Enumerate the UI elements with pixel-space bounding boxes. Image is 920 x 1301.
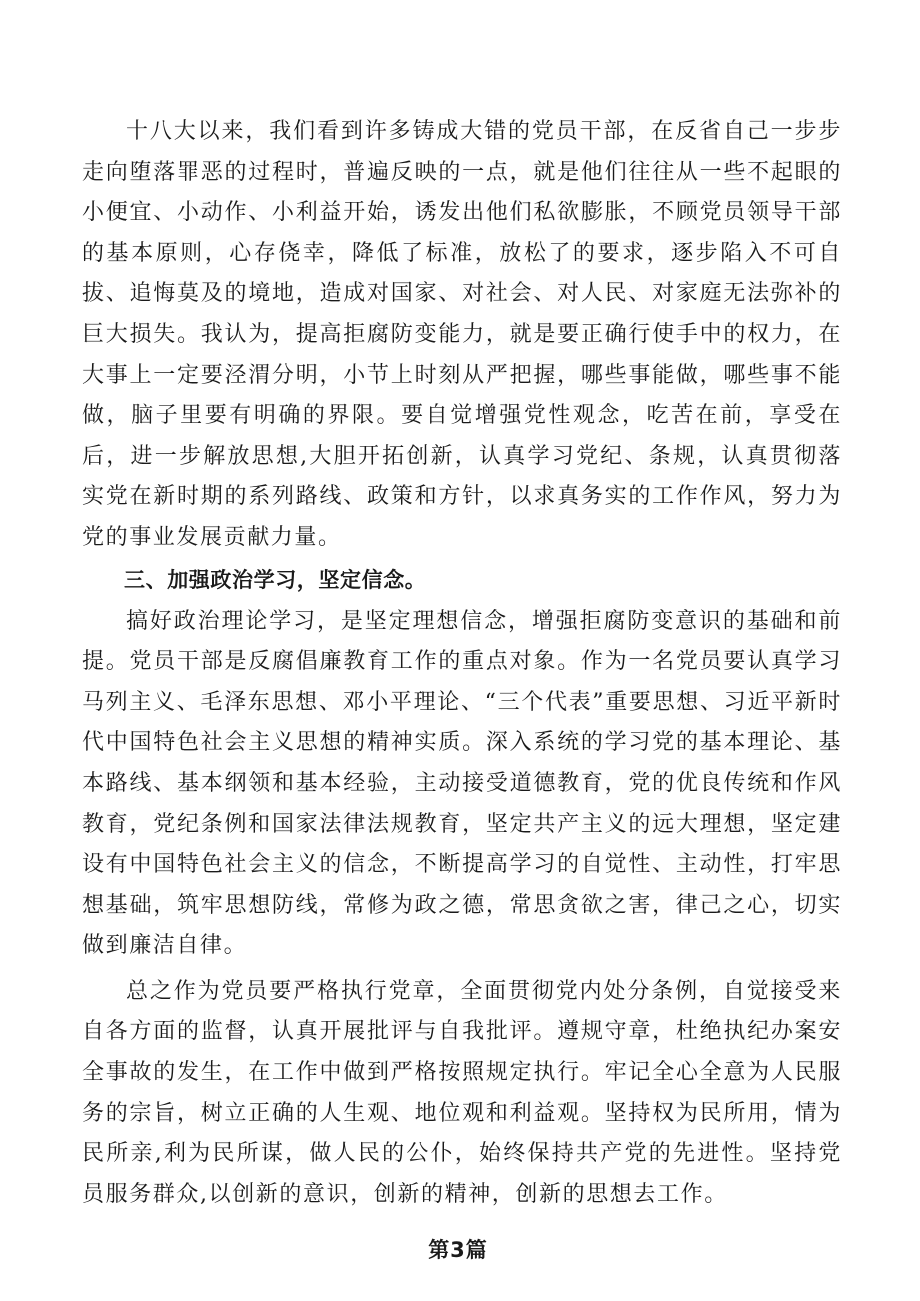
document-page [82, 112, 842, 1265]
paragraph-integrity: 十八大以来，我们看到许多铸成大错的党员干部，在反省自己一步步走向堕落罪恶的过程时，普遍反映的一点，就是他们往往从一些不起眼的小便宜、小动作、小利益开始，诱发出他们私欲膨胀，不顾党员领导干部的基本原则，心存侥幸，降低了标准，放松了的要求，逐步陷入不可自拔、追悔莫及的境地，造成对国家、对社会、对人民、对家庭无法弥补的巨大损失。我认为，提高拒腐防变能力，就是要正确行使手中的权力，在大事上一定要泾渭分明，小节上时刻从严把握，哪些事能做，哪些事不能做，脑子里要有明确的界限。要自觉增强党性观念，吃苦在前，享受在后，进一步解放思想,大胆开拓创新，认真学习党纪、条规，认真贯彻落实党在新时期的系列路线、政策和方针，以求真务实的工作作风，努力为党的事业发展贡献力量。 [82, 119, 842, 550]
section-heading-political-study: 三、加强政治学习，坚定信念。 [124, 567, 427, 592]
paragraph-conclusion: 总之作为党员要严格执行党章，全面贯彻党内处分条例，自觉接受来自各方面的监督，认真开展批评与自我批评。遵规守章，杜绝执纪办案安全事故的发生，在工作中做到严格按照规定执行。牢记全心全意为人民服务的宗旨，树立正确的人生观、地位观和利益观。坚持权为民所用，情为民所亲,利为民所谋，做人民的公仆，始终保持共产党的先进性。坚持党员服务群众,以创新的意识，创新的精神，创新的思想去工作。 [82, 978, 842, 1207]
chapter-title: 第3篇 [428, 1238, 488, 1263]
paragraph-political-study: 搞好政治理论学习，是坚定理想信念，增强拒腐防变意识的基础和前提。党员干部是反腐倡廉教育工作的重点对象。作为一名党员要认真学习马列主义、毛泽东思想、邓小平理论、“三个代表”重要思想、习近平新时代中国特色社会主义思想的精神实质。深入系统的学习党的基本理论、基本路线、基本纲领和基本经验，主动接受道德教育，党的优良传统和作风教育，党纪条例和国家法律法规教育，坚定共产主义的远大理想，坚定建设有中国特色社会主义的信念，不断提高学习的自觉性、主动性，打牢思想基础，筑牢思想防线，常修为政之德，常思贪欲之害，律己之心，切实做到廉洁自律。 [82, 608, 842, 959]
